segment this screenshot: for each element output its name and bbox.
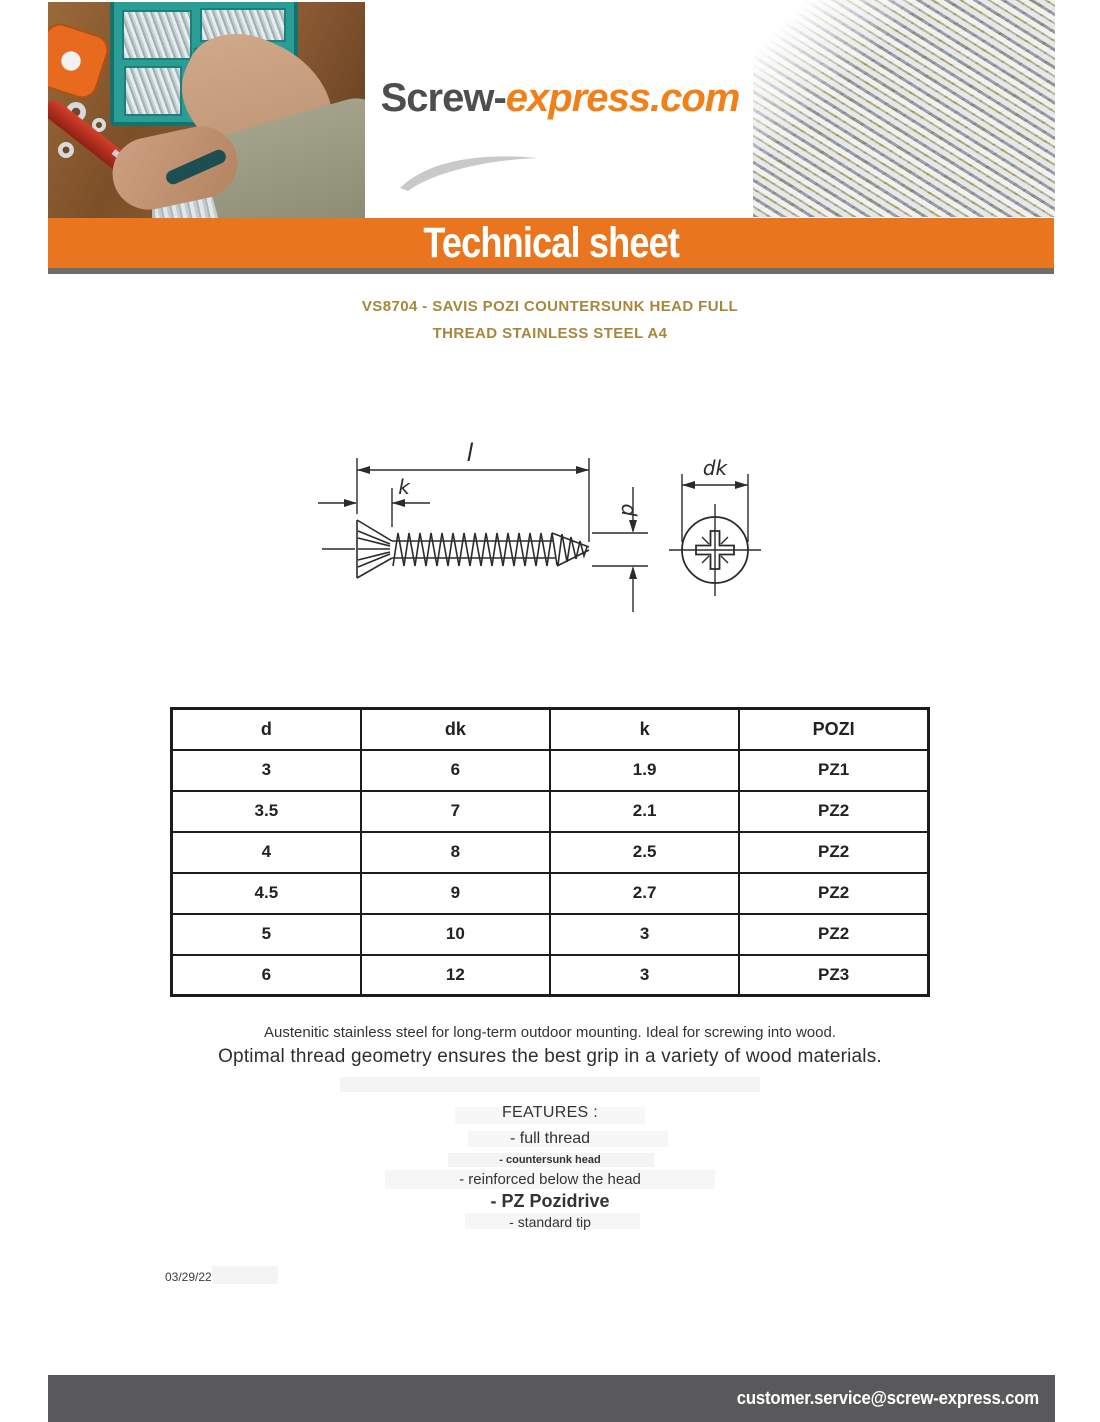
- col-header-k: k: [550, 709, 739, 750]
- table-header-row: [172, 709, 929, 750]
- cell-dk: 6: [361, 750, 550, 791]
- organizer-cell: [124, 66, 182, 116]
- translation-artifact-box: [340, 1077, 760, 1092]
- table-row: [172, 873, 929, 914]
- col-header-dk: dk: [361, 709, 550, 750]
- cell-k: 3: [550, 914, 739, 955]
- cell-k: 1.9: [550, 750, 739, 791]
- banner-title: Technical sheet: [423, 218, 679, 267]
- cell-pozi: PZ2: [739, 791, 928, 832]
- cell-dk: 10: [361, 914, 550, 955]
- feature-item-pz-pozidrive: - PZ Pozidrive: [490, 1191, 610, 1211]
- dim-label-l: l: [466, 439, 474, 467]
- cell-k: 2.5: [550, 832, 739, 873]
- table-row: [172, 750, 929, 791]
- dim-label-k: k: [398, 475, 410, 499]
- feature-item-standard-tip: - standard tip: [509, 1214, 591, 1230]
- screw-technical-drawing: [300, 430, 790, 620]
- footer-bar: [48, 1375, 1055, 1422]
- cell-d: 4.5: [172, 873, 361, 914]
- dim-label-dk: dk: [702, 456, 728, 480]
- cell-k: 3: [550, 955, 739, 996]
- revision-date: 03/29/22: [165, 1270, 212, 1284]
- cell-dk: 9: [361, 873, 550, 914]
- spec-table: [170, 707, 930, 997]
- cell-pozi: PZ1: [739, 750, 928, 791]
- features-heading: FEATURES :: [501, 1104, 599, 1121]
- table-row: [172, 914, 929, 955]
- cell-d: 3.5: [172, 791, 361, 832]
- logo-swoosh: [396, 146, 546, 192]
- brand-logo: [360, 78, 760, 118]
- tape-measure-shape: [48, 19, 113, 102]
- logo-text-orange: express.com: [505, 76, 740, 120]
- col-header-d: d: [172, 709, 361, 750]
- header-photo-screws: [753, 0, 1055, 217]
- header-photo-tools: [48, 2, 365, 218]
- cell-d: 6: [172, 955, 361, 996]
- cell-dk: 8: [361, 832, 550, 873]
- cell-pozi: PZ2: [739, 832, 928, 873]
- cell-d: 3: [172, 750, 361, 791]
- cell-d: 5: [172, 914, 361, 955]
- washer-shape: [58, 142, 74, 158]
- description-line2: Optimal thread geometry ensures the best grip in a variety of wood materials.: [218, 1046, 882, 1067]
- description-line1: Austenitic stainless steel for long-term outdoor mounting. Ideal for screwing into wood.: [264, 1024, 836, 1041]
- table-row: [172, 832, 929, 873]
- logo-text-gray: Screw-: [380, 76, 506, 120]
- translation-artifact-box: [212, 1266, 278, 1284]
- cell-dk: 7: [361, 791, 550, 832]
- dim-label-d: d: [617, 503, 641, 517]
- technical-sheet-banner: [48, 218, 1054, 268]
- col-header-pozi: POZI: [739, 709, 928, 750]
- table-row: [172, 791, 929, 832]
- screw-side-view: [322, 520, 589, 578]
- dimension-lines: [318, 458, 761, 612]
- cell-k: 2.1: [550, 791, 739, 832]
- cell-k: 2.7: [550, 873, 739, 914]
- feature-item-countersunk-head: - countersunk head: [499, 1154, 601, 1166]
- feature-item-full-thread: - full thread: [509, 1130, 591, 1147]
- cell-pozi: PZ2: [739, 914, 928, 955]
- cell-pozi: PZ3: [739, 955, 928, 996]
- organizer-cell: [122, 10, 192, 60]
- customer-service-email: customer.service@screw-express.com: [736, 1388, 1039, 1408]
- table-row: [172, 955, 929, 996]
- cell-pozi: PZ2: [739, 873, 928, 914]
- banner-divider: [48, 268, 1054, 274]
- product-title-line2: THREAD STAINLESS STEEL A4: [432, 325, 668, 342]
- product-title: [0, 293, 1100, 347]
- product-title-line1: VS8704 - SAVIS POZI COUNTERSUNK HEAD FULL: [361, 298, 739, 315]
- feature-item-reinforced: - reinforced below the head: [459, 1171, 641, 1188]
- cell-dk: 12: [361, 955, 550, 996]
- cell-d: 4: [172, 832, 361, 873]
